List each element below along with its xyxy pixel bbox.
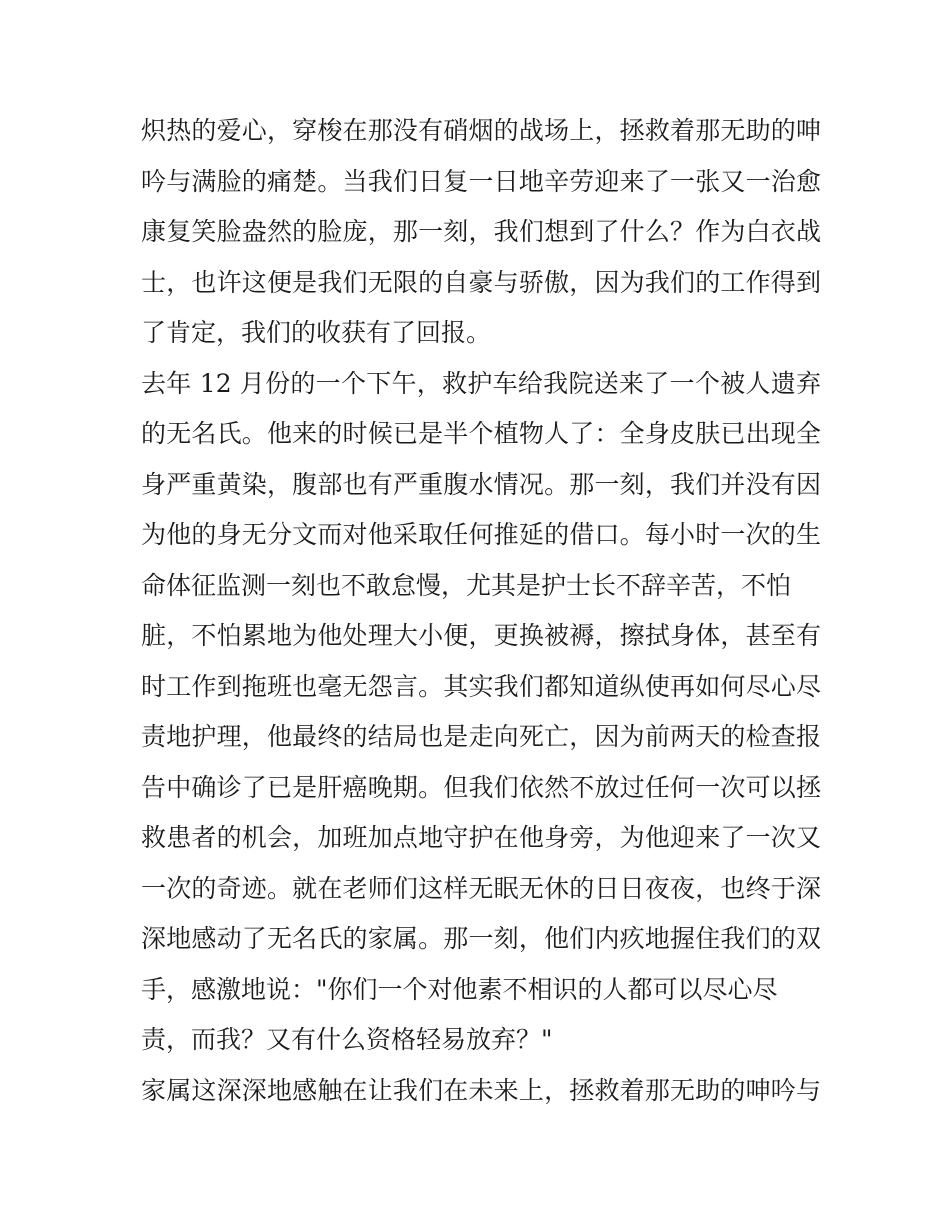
text-line: 去年 12 月份的一个下午，救护车给我院送来了一个被人遗弃	[141, 368, 821, 398]
document-body	[141, 106, 821, 1116]
text-line: 炽热的爱心，穿梭在那没有硝烟的战场上，拯救着那无助的呻	[141, 116, 821, 145]
text-line: 责地护理，他最终的结局也是走向死亡，因为前两天的检查报	[141, 722, 821, 751]
text-line: 一次的奇迹。就在老师们这样无眠无休的日日夜夜，也终于深	[141, 873, 821, 903]
text-line: 手，感激地说："你们一个对他素不相识的人都可以尽心尽	[141, 974, 778, 1004]
text-line: 家属这深深地感触在让我们在未来上，拯救着那无助的呻吟与	[141, 1075, 821, 1105]
paragraph-3	[141, 1066, 821, 1117]
text-line: 时工作到拖班也毫无怨言。其实我们都知道纵使再如何尽心尽	[141, 671, 821, 701]
text-line: 脏，不怕累地为他处理大小便，更换被褥，擦拭身体，甚至有	[141, 621, 821, 650]
paragraph-2	[141, 359, 821, 1066]
paragraph-1	[141, 106, 821, 359]
text-line: 责，而我？又有什么资格轻易放弃？"	[141, 1025, 553, 1054]
text-line: 士，也许这便是我们无限的自豪与骄傲，因为我们的工作得到	[141, 267, 821, 297]
text-line: 命体征监测一刻也不敢怠慢，尤其是护士长不辞辛苦，不怕	[141, 570, 792, 600]
text-line: 康复笑脸盎然的脸庞，那一刻，我们想到了什么？作为白衣战	[141, 217, 821, 246]
text-line: 深地感动了无名氏的家属。那一刻，他们内疚地握住我们的双	[141, 924, 821, 953]
text-line: 身严重黄染，腹部也有严重腹水情况。那一刻，我们并没有因	[141, 469, 821, 499]
text-line: 为他的身无分文而对他采取任何推延的借口。每小时一次的生	[141, 520, 821, 549]
text-line: 的无名氏。他来的时候已是半个植物人了：全身皮肤已出现全	[141, 419, 821, 448]
text-line: 吟与满脸的痛楚。当我们日复一日地辛劳迎来了一张又一治愈	[141, 166, 821, 196]
text-line: 了肯定，我们的收获有了回报。	[141, 318, 492, 347]
text-line: 告中确诊了已是肝癌晚期。但我们依然不放过任何一次可以拯	[141, 772, 821, 802]
text-line: 救患者的机会，加班加点地守护在他身旁，为他迎来了一次又	[141, 823, 821, 852]
